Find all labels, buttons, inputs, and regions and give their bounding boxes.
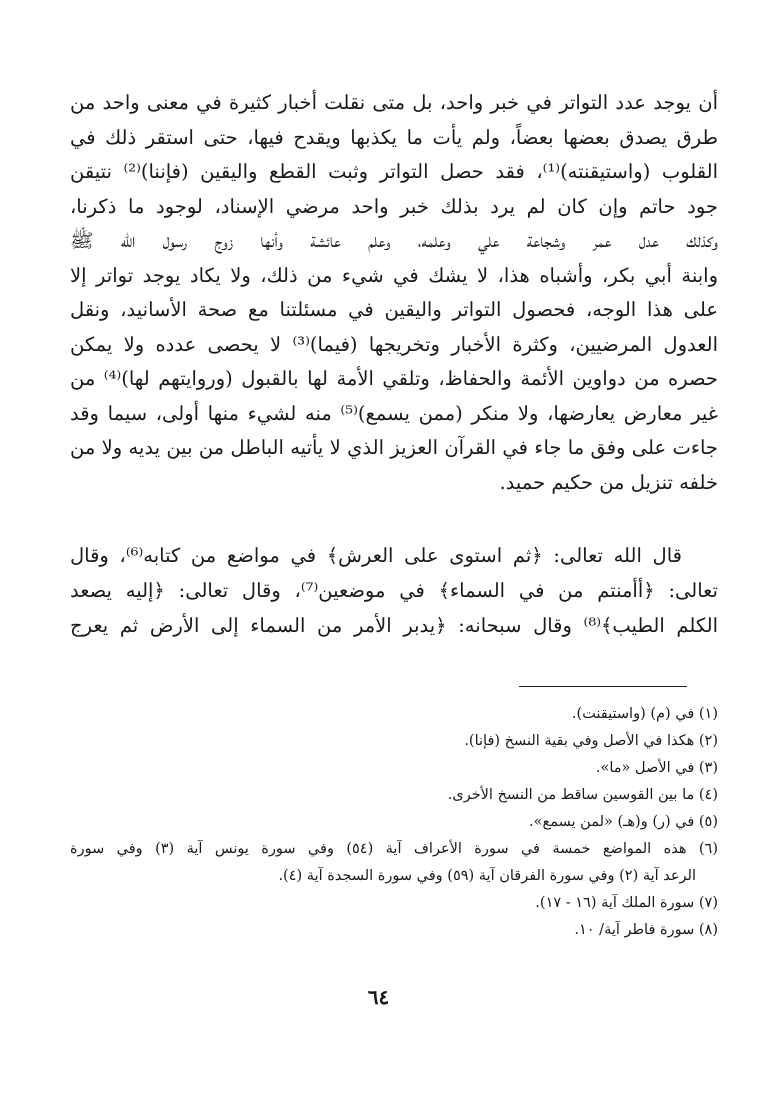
text-line: على هذا الوجه، فحصول التواتر واليقين في مسئلتنا مع صحة الأسانيد، ونقل <box>70 298 718 321</box>
footnote-divider <box>519 686 687 687</box>
text-line: جاءت على وفق ما جاء في القرآن العزيز الذي لا يأتيه الباطل من بين يديه ولا من <box>70 436 718 459</box>
text-line: غير معارض يعارضها، ولا منكر (ممن يسمع)⁽⁵⁾ منه لشيء منها أولى، سيما وقد <box>70 401 718 425</box>
text-line: القلوب (واستيقنته)⁽¹⁾، فقد حصل التواتر وثبت القطع واليقين (فإننا)⁽²⁾ نتيقن <box>70 160 718 183</box>
footnote: (٧) سورة الملك آية (١٦ - ١٧). <box>535 895 718 911</box>
text-line: العدول المرضيين، وكثرة الأخبار وتخريجها (فيما)⁽³⁾ لا يحصى عدده ولا يمكن <box>70 332 718 356</box>
footnotes <box>70 701 718 944</box>
text-line: أن يوجد عدد التواتر في خبر واحد، بل متى نقلت أخبار كثيرة في معنى واحد من <box>70 91 718 114</box>
text-line: طرق يصدق بعضها بعضاً، ولم يأت ما يكذبها ويقدح فيها، حتى استقر ذلك في <box>70 125 718 149</box>
text-line: الكلم الطيب﴾⁽⁸⁾ وقال سبحانه: ﴿يدبر الأمر من السماء إلى الأرض ثم يعرج <box>70 614 718 637</box>
text-line: حصره من دواوين الأئمة والحفاظ، وتلقي الأمة لها بالقبول (وروايتهم لها)⁽⁴⁾ من <box>70 367 718 390</box>
footnote: (٨) سورة فاطر آية/ ١٠. <box>574 922 718 938</box>
footnote: (٢) هكذا في الأصل وفي بقية النسخ (فإنا). <box>464 733 718 749</box>
footnote: (٤) ما بين القوسين ساقط من النسخ الأخرى. <box>447 787 718 803</box>
text-line: وابنة أبي بكر، وأشباه هذا، لا يشك في شيء من ذلك، ولا يكاد يوجد تواتر إلا <box>70 263 718 287</box>
text-line: تعالى: ﴿أأمنتم من في السماء﴾ في موضعين⁽⁷⁾، وقال تعالى: ﴿إليه يصعد <box>70 579 718 602</box>
footnote: (٥) في (ر) و(هـ) «لمن يسمع». <box>529 814 718 830</box>
footnote: (٦) هذه المواضع خمسة في سورة الأعراف آية (٥٤) وفي سورة يونس آية (٣) وفي سورة <box>70 841 718 857</box>
text-line: جود حاتم وإن كان لم يرد بذلك خبر واحد مرضي الإسناد، لوجود ما ذكرنا، <box>70 194 718 218</box>
page-number: ٦٤ <box>367 985 390 1009</box>
quran-paragraph <box>70 538 718 643</box>
footnote-continuation: الرعد آية (٢) وفي سورة الفرقان آية (٥٩) وفي سورة السجدة آية (٤). <box>278 868 696 884</box>
footnote: (١) في (م) (واستيقنت). <box>571 706 718 722</box>
text-line: وكذلك عدل عمر وشجاعة علي وعلمه، وعلم عائشة وأنها زوج رسول الله ﷺ <box>70 229 718 252</box>
main-paragraph <box>70 86 718 500</box>
text-line: قال الله تعالى: ﴿ثم استوى على العرش﴾ في مواضع من كتابه⁽⁶⁾، وقال <box>70 544 682 567</box>
text-line: خلفه تنزيل من حكيم حميد. <box>499 470 718 494</box>
footnote: (٣) في الأصل «ما». <box>595 760 718 776</box>
